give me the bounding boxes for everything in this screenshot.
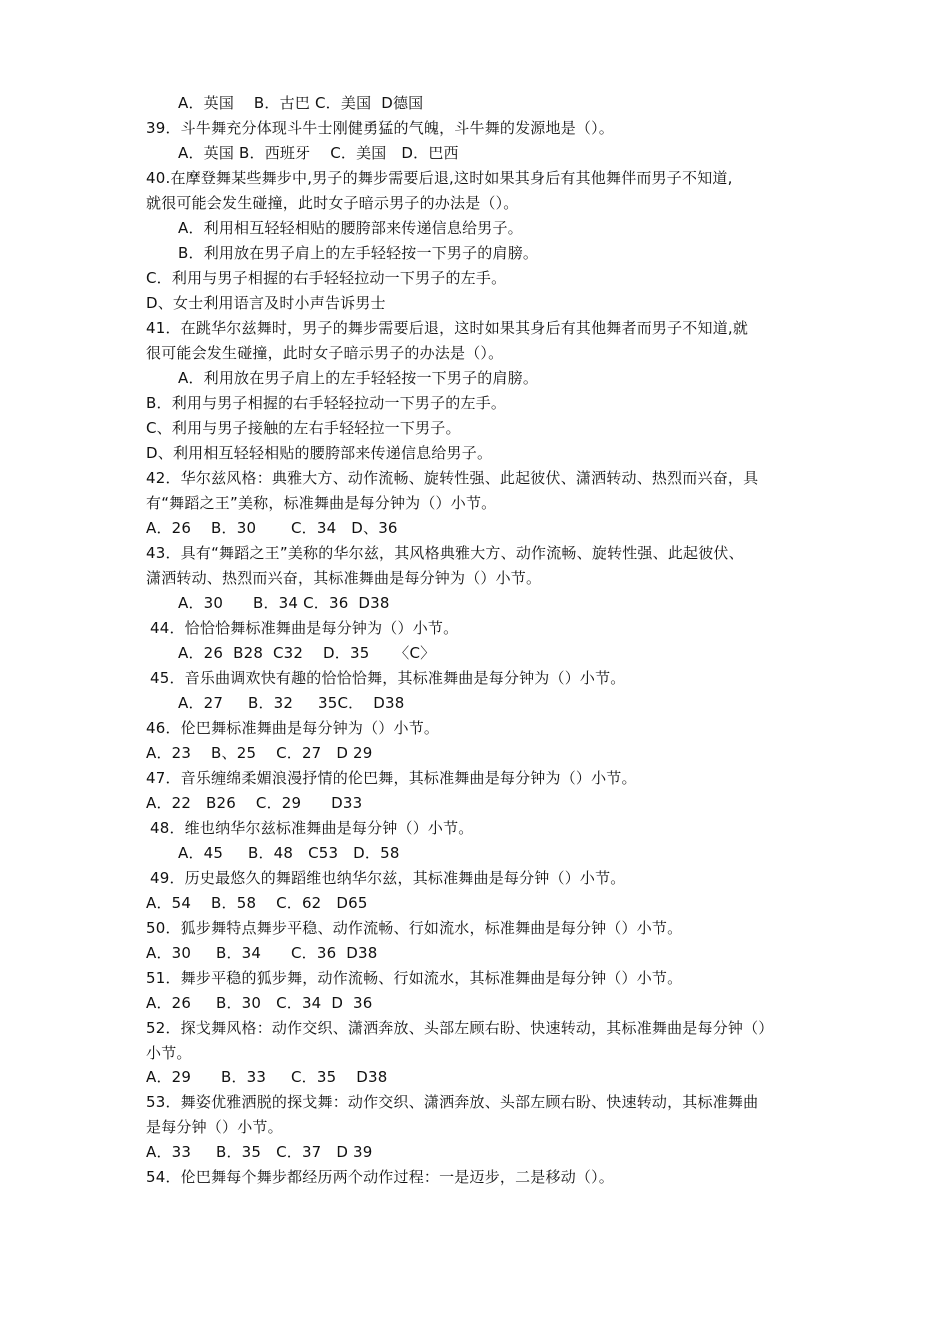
text-line: A．利用相互轻轻相贴的腰胯部来传递信息给男子。	[178, 219, 523, 237]
text-line: 有“舞蹈之王”美称，标准舞曲是每分钟为（）小节。	[146, 494, 497, 512]
text-line: 是每分钟（）小节。	[146, 1118, 283, 1136]
text-line: A．33 B．35 C．37 D 39	[146, 1143, 373, 1161]
text-line: 47．音乐缠绵柔媚浪漫抒情的伦巴舞，其标准舞曲是每分钟为（）小节。	[146, 769, 637, 787]
text-line: 51．舞步平稳的狐步舞，动作流畅、行如流水，其标准舞曲是每分钟（）小节。	[146, 969, 683, 987]
text-line: 49．历史最悠久的舞蹈维也纳华尔兹，其标准舞曲是每分钟（）小节。	[150, 869, 626, 887]
text-line: A．29 B．33 C．35 D38	[146, 1068, 388, 1086]
text-line: A．23 B、25 C．27 D 29	[146, 744, 373, 762]
text-line: D、利用相互轻轻相贴的腰胯部来传递信息给男子。	[146, 444, 493, 462]
text-line: 39．斗牛舞充分体现斗牛士刚健勇猛的气魄，斗牛舞的发源地是（）。	[146, 119, 614, 137]
text-line: 50．狐步舞特点舞步平稳、动作流畅、行如流水，标准舞曲是每分钟（）小节。	[146, 919, 683, 937]
text-line: 41．在跳华尔兹舞时，男子的舞步需要后退，这时如果其身后有其他舞者而男子不知道,就	[146, 319, 749, 337]
text-line: A．54 B．58 C．62 D65	[146, 894, 368, 912]
text-line: 小节。	[146, 1044, 192, 1062]
text-line: 48．维也纳华尔兹标准舞曲是每分钟（）小节。	[150, 819, 474, 837]
text-line: 就很可能会发生碰撞，此时女子暗示男子的办法是（）。	[146, 194, 519, 212]
text-line: D、女士利用语言及时小声告诉男士	[146, 294, 386, 312]
text-line: B．利用与男子相握的右手轻轻拉动一下男子的左手。	[146, 394, 507, 412]
text-line: 53．舞姿优雅洒脱的探戈舞：动作交织、潇洒奔放、头部左顾右盼、快速转动，其标准舞曲	[146, 1093, 759, 1111]
text-line: A．27 B．32 35C． D38	[178, 694, 405, 712]
text-line: A．45 B．48 C53 D．58	[178, 844, 400, 862]
text-line: A．利用放在男子肩上的左手轻轻按一下男子的肩膀。	[178, 369, 539, 387]
text-line: 52．探戈舞风格：动作交织、潇洒奔放、头部左顾右盼、快速转动，其标准舞曲是每分钟（）	[146, 1019, 774, 1037]
text-line: 40.在摩登舞某些舞步中,男子的舞步需要后退,这时如果其身后有其他舞伴而男子不知道,	[146, 169, 733, 187]
text-line: A．22 B26 C．29 D33	[146, 794, 363, 812]
text-line: 潇洒转动、热烈而兴奋，其标准舞曲是每分钟为（）小节。	[146, 569, 542, 587]
text-line: 44．恰恰恰舞标准舞曲是每分钟为（）小节。	[150, 619, 459, 637]
text-line: A．26 B．30 C．34 D、36	[146, 519, 398, 537]
text-line: A．26 B．30 C．34 D 36	[146, 994, 373, 1012]
text-line: 43．具有“舞蹈之王”美称的华尔兹，其风格典雅大方、动作流畅、旋转性强、此起彼伏、	[146, 544, 744, 562]
text-line: B．利用放在男子肩上的左手轻轻按一下男子的肩膀。	[178, 244, 539, 262]
text-line: A．30 B．34 C．36 D38	[178, 594, 390, 612]
text-line: 很可能会发生碰撞，此时女子暗示男子的办法是（）。	[146, 344, 504, 362]
text-line: A．英国 B．西班牙 C．美国 D．巴西	[178, 144, 459, 162]
text-line: A．英国 B．古巴 C．美国 D德国	[178, 94, 424, 112]
text-line: 42．华尔兹风格：典雅大方、动作流畅、旋转性强、此起彼伏、潇洒转动、热烈而兴奋，具	[146, 469, 759, 487]
text-line: A．30 B．34 C．36 D38	[146, 944, 378, 962]
text-line: A．26 B28 C32 D．35 〈C〉	[178, 644, 436, 662]
text-line: C、利用与男子接触的左右手轻轻拉一下男子。	[146, 419, 461, 437]
text-line: C．利用与男子相握的右手轻轻拉动一下男子的左手。	[146, 269, 507, 287]
text-line: 46．伦巴舞标准舞曲是每分钟为（）小节。	[146, 719, 440, 737]
text-line: 54．伦巴舞每个舞步都经历两个动作过程：一是迈步，二是移动（）。	[146, 1168, 614, 1186]
text-line: 45．音乐曲调欢快有趣的恰恰恰舞，其标准舞曲是每分钟为（）小节。	[150, 669, 626, 687]
